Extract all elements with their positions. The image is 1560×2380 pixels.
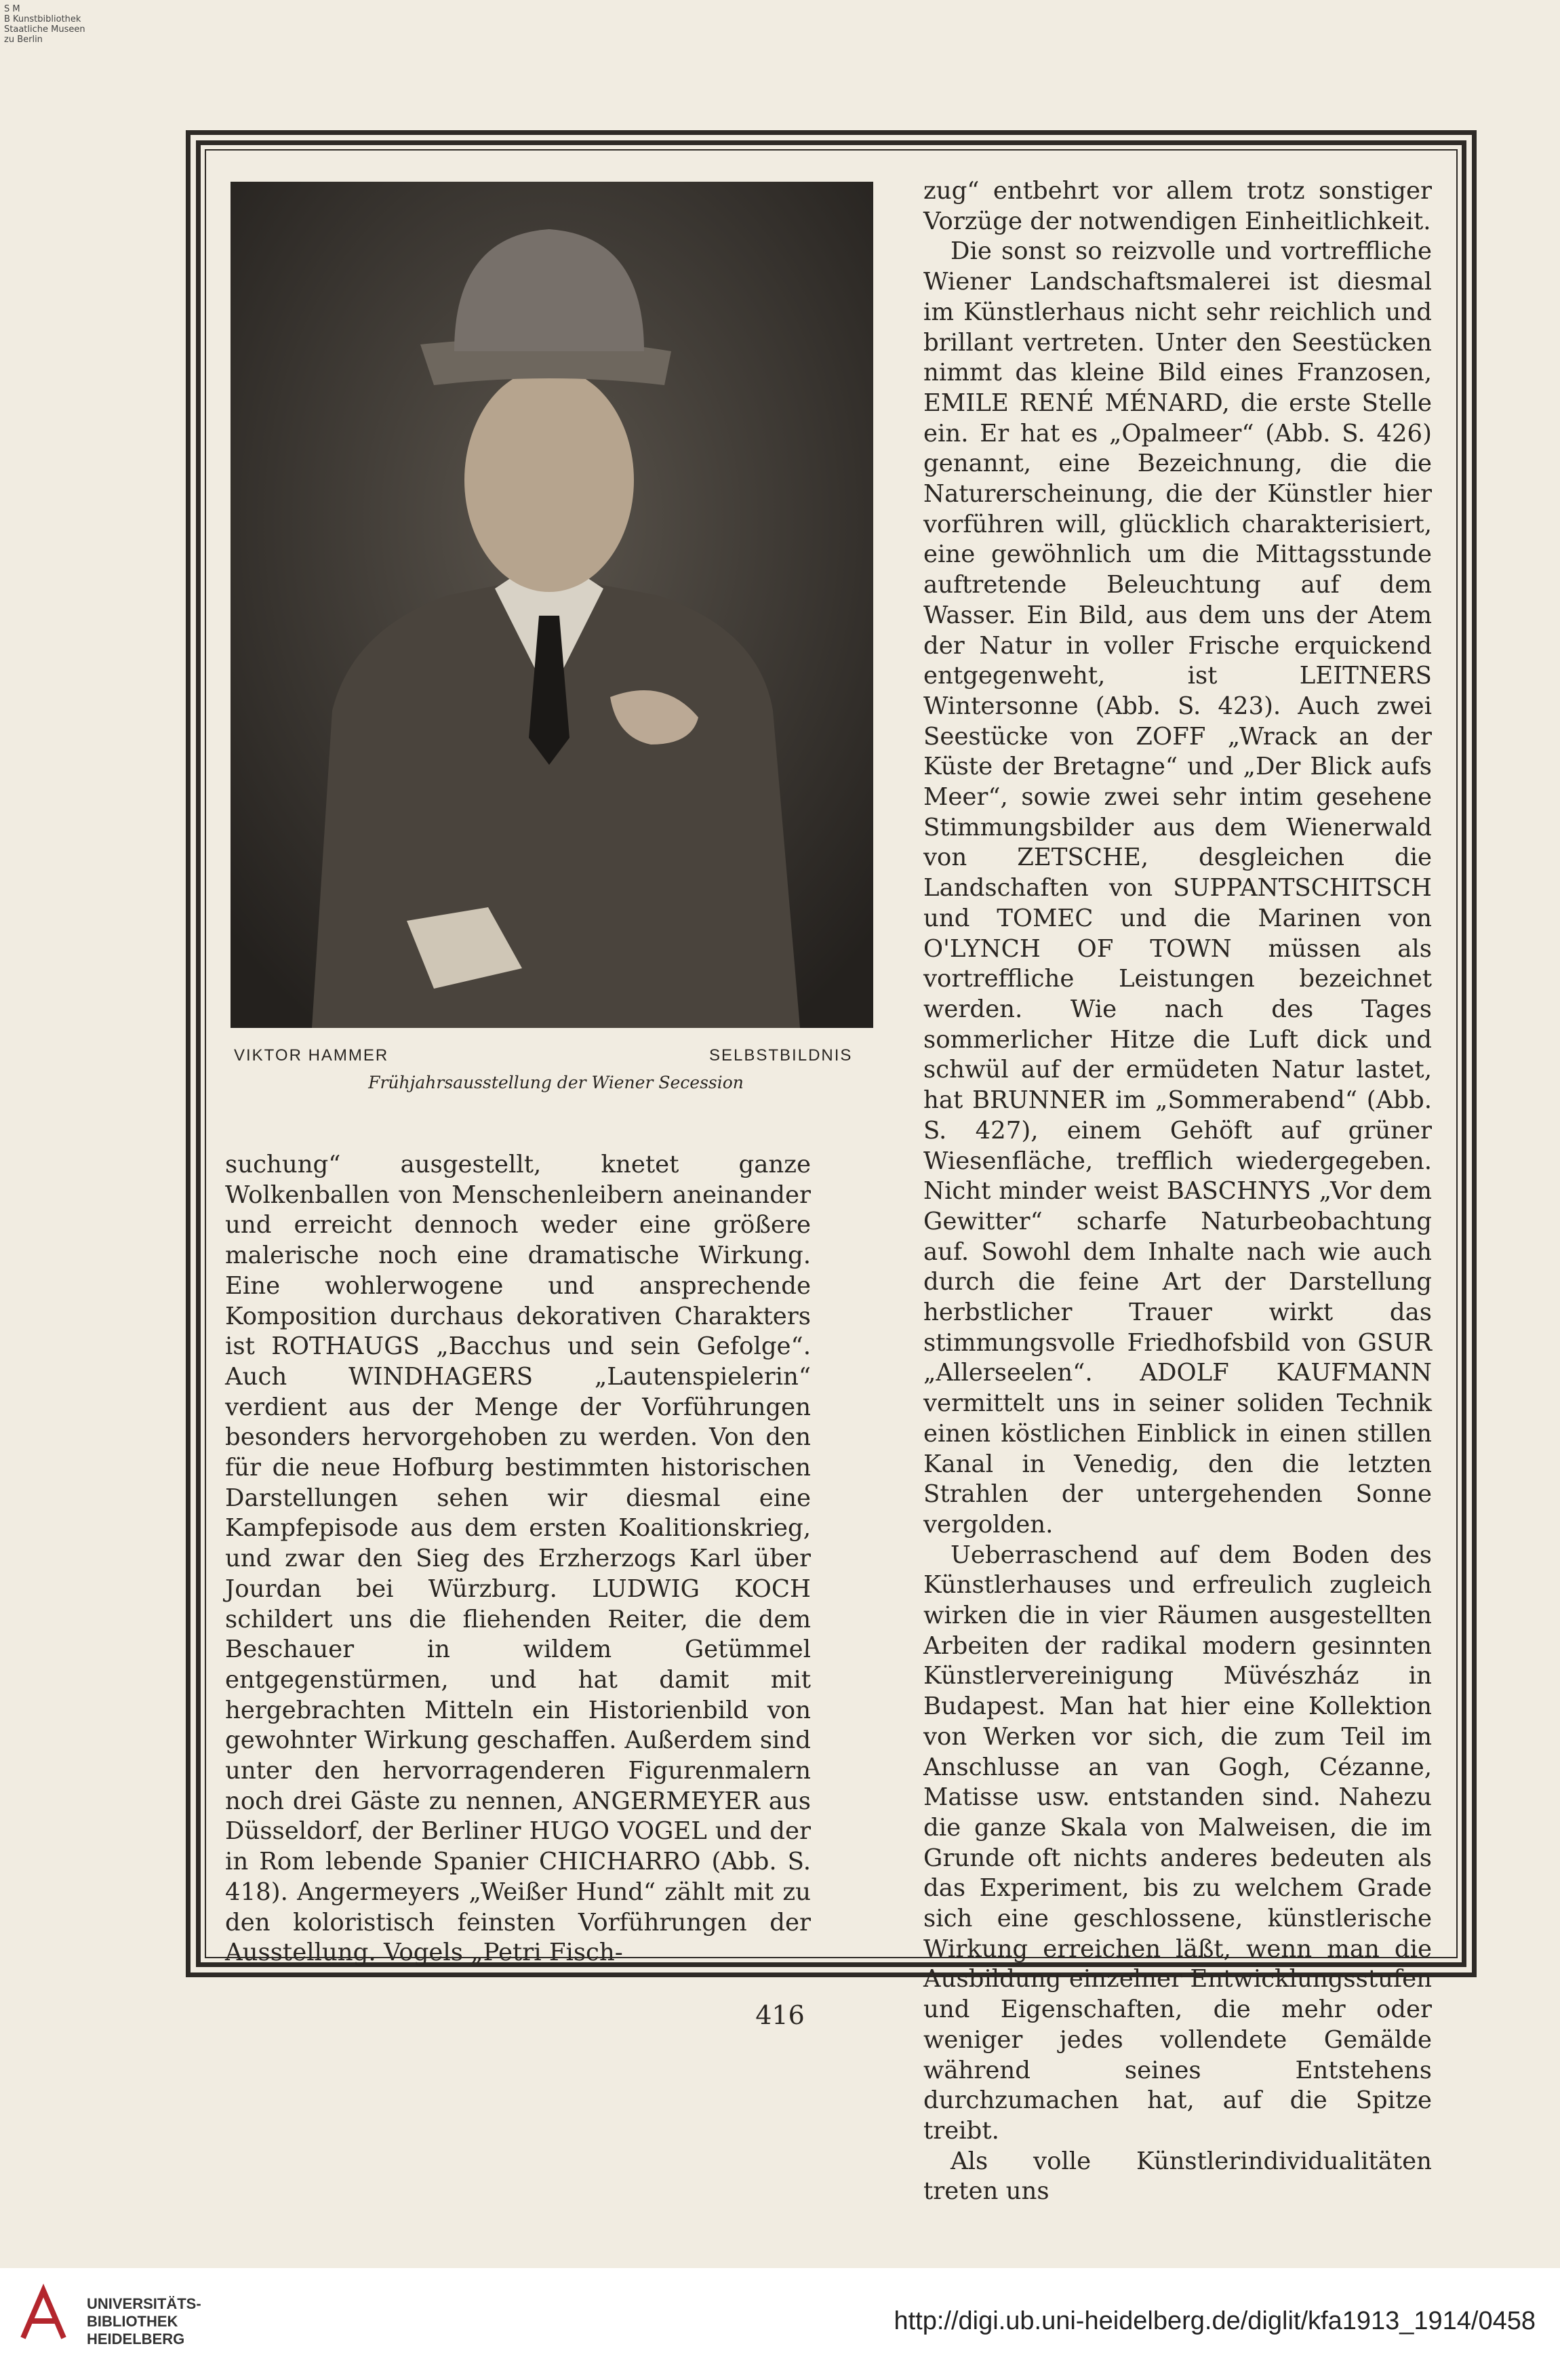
caption-exhibition: Frühjahrsausstellung der Wiener Secession	[368, 1073, 744, 1092]
library-name-line: BIBLIOTHEK	[87, 2313, 178, 2330]
library-stamp	[4, 4, 85, 45]
stamp-line: S M	[4, 4, 20, 14]
stamp-line: Staatliche Museen	[4, 24, 85, 35]
library-name-line: HEIDELBERG	[87, 2331, 185, 2347]
library-name-line: UNIVERSITÄTS-	[87, 2295, 201, 2312]
library-name	[87, 2295, 201, 2348]
paragraph: Ueberraschend auf dem Boden des Künstlerhauses und erfreulich zugleich wirken die in vier Räumen ausgestellten Arbeiten der radikal modern gesinnten Künstlervereinigung Müvészház in Budapest. Man hat hier eine Kollektion von Werken vor sich, die zum Teil im Anschlusse an van Gogh, Cézanne, Matisse usw. entstanden sind. Nahezu die ganze Skala von Malweisen, die im Grunde oft nichts anderes bedeuten als das Experiment, bis zu welchem Grade sich eine geschlossene, künstlerische Wirkung erreichen läßt, wenn man die Ausbildung einzelner Entwicklungsstufen und Eigenschaften, die mehr oder weniger jedes vollendete Gemälde während seines Entstehens durchzumachen hat, auf die Spitze treibt.	[923, 1541, 1432, 2145]
paragraph: Die sonst so reizvolle und vortreffliche Wiener Landschaftsmalerei ist diesmal im Künstlerhaus nicht sehr reichlich und brillant vertreten. Unter den Seestücken nimmt das kleine Bild eines Franzosen, EMILE RENÉ MÉNARD, die erste Stelle ein. Er hat es „Opalmeer“ (Abb. S. 426) genannt, eine Bezeichnung, die die Naturerscheinung, die der Künstler hier vorführen will, glücklich charakterisiert, eine gewöhnlich um die Mittagsstunde auftretende Beleuchtung auf dem Wasser. Ein Bild, aus dem uns der Atem der Natur in voller Frische erquickend entgegenweht, ist LEITNERS Wintersonne (Abb. S. 423). Auch zwei Seestücke von ZOFF „Wrack an der Küste der Bretagne“ und „Der Blick aufs Meer“, sowie zwei sehr intim gesehene Stimmungsbilder aus dem Wienerwald von ZETSCHE, desgleichen die Landschaften von SUPPANTSCHITSCH und TOMEC und die Marinen von O'LYNCH OF TOWN müssen als vortreffliche Leistungen bezeichnet werden. Wie nach des Tages sommerlicher Hitze die Luft dick und schwül auf der ermüdeten Natur lastet, hat BRUNNER im „Sommerabend“ (Abb. S. 427), einem Gehöft auf grüner Wiesenfläche, trefflich wiedergegeben. Nicht minder weist BASCHNYS „Vor dem Gewitter“ scharfe Naturbeobachtung auf. Sowohl dem Inhalte nach wie auch durch die feine Art der Darstellung herbstlicher Trauer wirkt das stimmungsvolle Friedhofsbild von GSUR „Allerseelen“. ADOLF KAUFMANN vermittelt uns in seiner soliden Technik einen köstlichen Einblick in einen stillen Kanal in Venedig, den die letzten Strahlen der untergehenden Sonne vergolden.	[923, 237, 1432, 1539]
caption-artist: VIKTOR HAMMER	[234, 1046, 389, 1065]
stamp-line: B Kunstbibliothek	[4, 14, 81, 24]
stamp-line: zu Berlin	[4, 35, 43, 45]
paragraph: suchung“ ausgestellt, knetet ganze Wolkenballen von Menschenleibern aneinander und erreicht dennoch weder eine größere malerische noch eine dramatische Wirkung. Eine wohlerwogene und ansprechende Komposition durchaus dekorativen Charakters ist ROTHAUGS „Bacchus und sein Gefolge“. Auch WINDHAGERS „Lautenspielerin“ verdient aus der Menge der Vorführungen besonders hervorgehoben zu werden. Von den für die neue Hofburg bestimmten historischen Darstellungen sehen wir diesmal eine Kampfepisode aus dem ersten Koalitionskrieg, und zwar den Sieg des Erzherzogs Karl über Jourdan bei Würzburg. LUDWIG KOCH schildert uns die fliehenden Reiter, die dem Beschauer in wildem Getümmel entgegenstürmen, und hat damit mit hergebrachten Mitteln ein Historienbild von gewohnter Wirkung geschaffen. Außerdem sind unter den hervorragenderen Figurenmalern noch drei Gäste zu nennen, ANGERMEYER aus Düsseldorf, der Berliner HUGO VOGEL und der in Rom lebende Spanier CHICHARRO (Abb. S. 418). Angermeyers „Weißer Hund“ zählt mit zu den koloristisch feinsten Vorführungen der Ausstellung. Vogels „Petri Fisch-	[225, 1151, 811, 1967]
left-column	[225, 1150, 811, 1968]
page-number: 416	[755, 2000, 805, 2030]
paragraph: Als volle Künstlerindividualitäten treten uns	[923, 2147, 1432, 2206]
library-logo-icon	[16, 2284, 71, 2345]
paragraph: zug“ entbehrt vor allem trotz sonstiger Vorzüge der notwendigen Einheitlichkeit.	[923, 177, 1432, 235]
source-url-link[interactable]: http://digi.ub.uni-heidelberg.de/diglit/kfa1913_1914/0458	[894, 2307, 1536, 2335]
caption-title: SELBSTBILDNIS	[709, 1046, 853, 1065]
right-column	[923, 176, 1432, 2207]
portrait-painting	[231, 182, 873, 1028]
